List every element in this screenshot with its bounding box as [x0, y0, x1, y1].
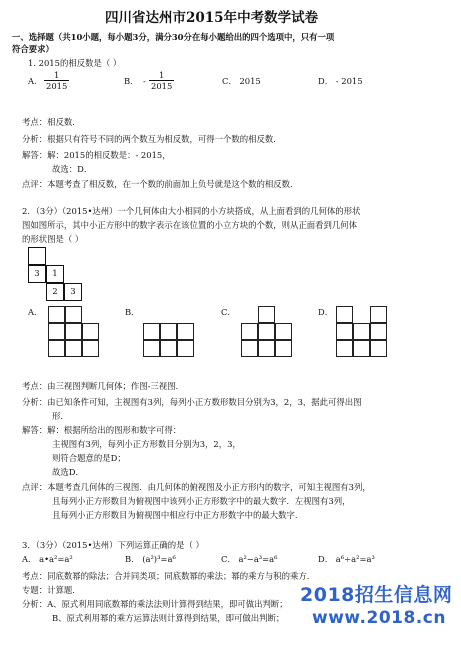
top-view-cell-empty: [28, 247, 46, 265]
figure-square: [48, 323, 65, 340]
q1-option-b-fraction: [149, 70, 174, 91]
q1-option-d: D． - 2015: [318, 76, 363, 86]
q3-option-a: A． a•a²=a²: [22, 554, 73, 564]
q1-option-b-numerator: 1: [149, 70, 174, 81]
figure-square: [258, 323, 275, 340]
q2-kaodian: 考点：由三视图判断几何体；作图-三视图．: [22, 381, 184, 391]
figure-square: [370, 340, 387, 357]
q1-option-b-minus: -: [143, 76, 146, 86]
q1-stem: 1. 2015的相反数是（ ）: [28, 58, 122, 68]
figure-square: [143, 340, 160, 357]
top-view-cell: 2: [46, 283, 64, 301]
q3-option-d: D． a⁶÷a²=a³: [318, 554, 375, 564]
q1-kaodian: 考点：相反数．: [22, 117, 81, 127]
q2-stem-line2: 图如图所示，其中小正方形中的数字表示在该位置的小立方块的个数，则从正面看到几何体: [22, 220, 357, 230]
q2-dianping-line1: 点评：本题考查几何体的三视图．由几何体的俯视图及小正方形内的数字，可知主视图有3列，: [22, 482, 371, 492]
figure-square: [258, 340, 275, 357]
q2-option-a-label: A．: [28, 307, 43, 317]
figure-square: [160, 340, 177, 357]
top-view-cell: 3: [64, 283, 82, 301]
figure-square: [65, 323, 82, 340]
q3-fenxi-line2: B、原式利用幂的乘方运算法则计算得到结果，即可做出判断；: [52, 613, 285, 623]
figure-square: [370, 323, 387, 340]
q1-option-a-fraction: [44, 70, 69, 91]
q3-fenxi-line1: 分析：A、原式利用同底数幂的乘法法则计算得到结果，即可做出判断；: [22, 599, 288, 609]
figure-square: [65, 340, 82, 357]
top-view-cell: 1: [46, 265, 64, 283]
figure-square: [65, 306, 82, 323]
q3-stem: 3．（3分）（2015•达州）下列运算正确的是（ ）: [22, 540, 204, 550]
watermark-line1: 2018招生信息网: [300, 584, 453, 606]
q2-jieda-line3: 则符合题意的是D；: [52, 453, 126, 463]
q2-stem-line1: 2．（3分）（2015•达州）一个几何体由大小相同的小方块搭成，从上面看到的几何体的形状: [22, 206, 361, 216]
q1-option-a-label: A．: [28, 76, 43, 86]
figure-square: [143, 323, 160, 340]
q1-fenxi: 分析：根据只有符号不同的两个数互为相反数，可得一个数的相反数．: [22, 134, 282, 144]
figure-square: [336, 323, 353, 340]
q2-dianping-line2: 且每列小正方形数目为俯视图中该列小正方形数字中的最大数字．左视图有3列，: [52, 496, 351, 506]
q1-option-a-denominator: 2015: [46, 81, 68, 91]
q3-option-b: B． (a²)³=a⁶: [125, 554, 176, 564]
q1-jieda-line2: 故选：D．: [52, 164, 93, 174]
q3-kaodian: 考点：同底数幂的除法；合并同类项；同底数幂的乘法；幂的乘方与积的乘方．: [22, 571, 316, 581]
section-header-line2: 符合要求）: [12, 44, 54, 54]
figure-square: [370, 306, 387, 323]
figure-square: [82, 340, 99, 357]
figure-square: [82, 323, 99, 340]
q1-option-c: C． 2015: [222, 76, 261, 86]
figure-square: [275, 340, 292, 357]
q1-dianping: 点评：本题考查了相反数，在一个数的前面加上负号就是这个数的相反数．: [22, 179, 299, 189]
figure-square: [177, 340, 194, 357]
q2-jieda-line1: 解答：解：根据所给出的图形和数字可得：: [22, 425, 182, 435]
figure-square: [258, 306, 275, 323]
q3-zhuanti: 专题：计算题．: [22, 585, 81, 595]
q2-jieda-line4: 故选D．: [52, 467, 84, 477]
figure-square: [160, 323, 177, 340]
figure-square: [336, 340, 353, 357]
q2-option-b-label: B．: [125, 307, 140, 317]
top-view-cell: 3: [28, 265, 46, 283]
figure-square: [48, 340, 65, 357]
q3-option-c: C． a²−a³=a⁶: [221, 554, 278, 564]
figure-square: [48, 306, 65, 323]
figure-square: [275, 323, 292, 340]
q1-option-b-label: B．: [124, 76, 139, 86]
page-title: 四川省达州市2015年中考数学试卷: [105, 10, 319, 26]
figure-square: [177, 323, 194, 340]
figure-square: [241, 340, 258, 357]
q2-fenxi-line1: 分析：由已知条件可知，主视图有3列，每列小正方数形数目分别为3，2，3，据此可得出图: [22, 397, 362, 407]
figure-square: [336, 306, 353, 323]
q1-jieda-line1: 解答：解：2015的相反数是：- 2015，: [22, 150, 171, 160]
q2-option-d-label: D．: [318, 307, 334, 317]
figure-square: [241, 323, 258, 340]
q1-option-a-numerator: 1: [44, 70, 69, 81]
section-header-line1: 一、选择题（共10小题，每小题3分，满分30分在每小题给出的四个选项中，只有一项: [12, 32, 335, 42]
figure-square: [353, 340, 370, 357]
q2-jieda-line2: 主视图有3列，每列小正方形数目分别为3，2，3，: [52, 439, 241, 449]
q2-option-c-label: C．: [221, 307, 236, 317]
q2-dianping-line3: 且每列小正方形数目为俯视图中相应行中正方形数字中的最大数字．: [52, 510, 304, 520]
q2-fenxi-line2: 形．: [52, 411, 69, 421]
watermark-line2: www.2018.cn: [312, 608, 446, 628]
q2-stem-line3: 的形状图是（ ）: [22, 234, 84, 244]
figure-square: [353, 323, 370, 340]
q1-option-b-denominator: 2015: [151, 81, 173, 91]
